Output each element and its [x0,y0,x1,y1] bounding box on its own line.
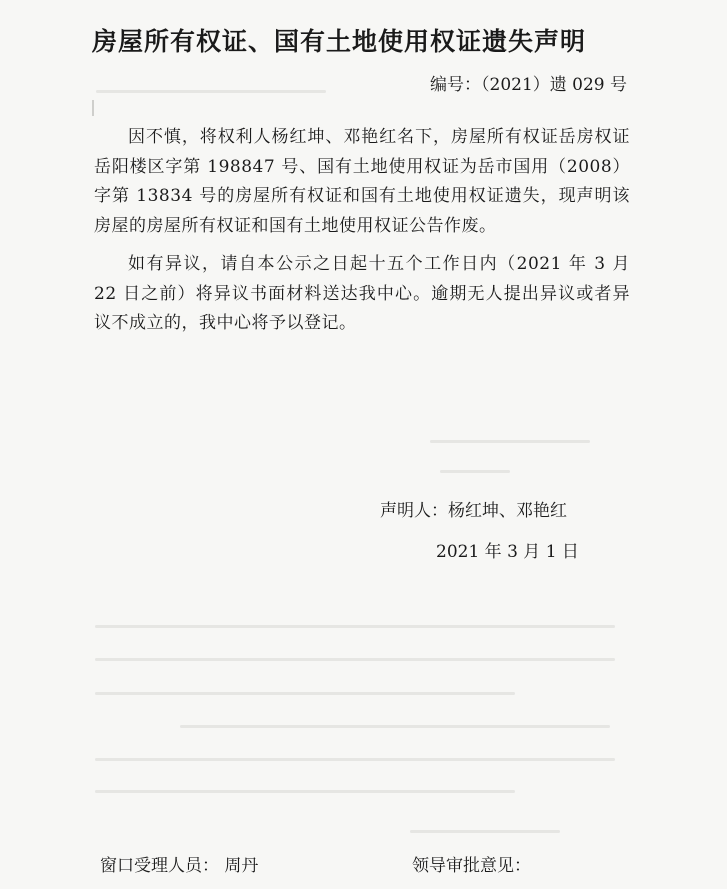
body-paragraph: 如有异议，请自本公示之日起十五个工作日内（2021 年 3 月 22 日之前）将异议书面材料送达我中心。逾期无人提出异议或者异议不成立的，我中心将予以登记。 [94,254,630,333]
bleed-through-line [180,725,610,728]
bleed-through-line [95,658,615,661]
leader-approval-opinion: 领导审批意见： [412,856,531,876]
bleed-through-line [95,625,615,628]
declaration-date: 2021 年 3 月 1 日 [436,542,579,562]
body-paragraph: 因不慎，将权利人杨红坤、邓艳红名下，房屋所有权证岳房权证岳阳楼区字第 198847 号、国有土地使用权证为岳市国用（2008）字第 13834 号的房屋所有权证和国有土地使用权证遗失，现声明该房屋的房屋所有权证和国有土地使用权证公告作废。 [94,127,630,236]
document-body [94,123,630,348]
margin-mark [92,100,94,116]
document-title: 房屋所有权证、国有土地使用权证遗失声明 [92,27,587,56]
bleed-through-line [95,692,515,695]
bleed-through-line [410,830,560,833]
document-number: 编号：（2021）遗 029 号 [430,75,628,95]
bleed-through-line [96,90,326,93]
bleed-through-line [95,758,615,761]
declarant: 声明人：杨红坤、邓艳红 [380,501,567,521]
bleed-through-line [430,440,590,443]
bleed-through-line [440,470,510,473]
window-staff: 窗口受理人员： 周丹 [100,856,259,876]
bleed-through-line [95,790,515,793]
